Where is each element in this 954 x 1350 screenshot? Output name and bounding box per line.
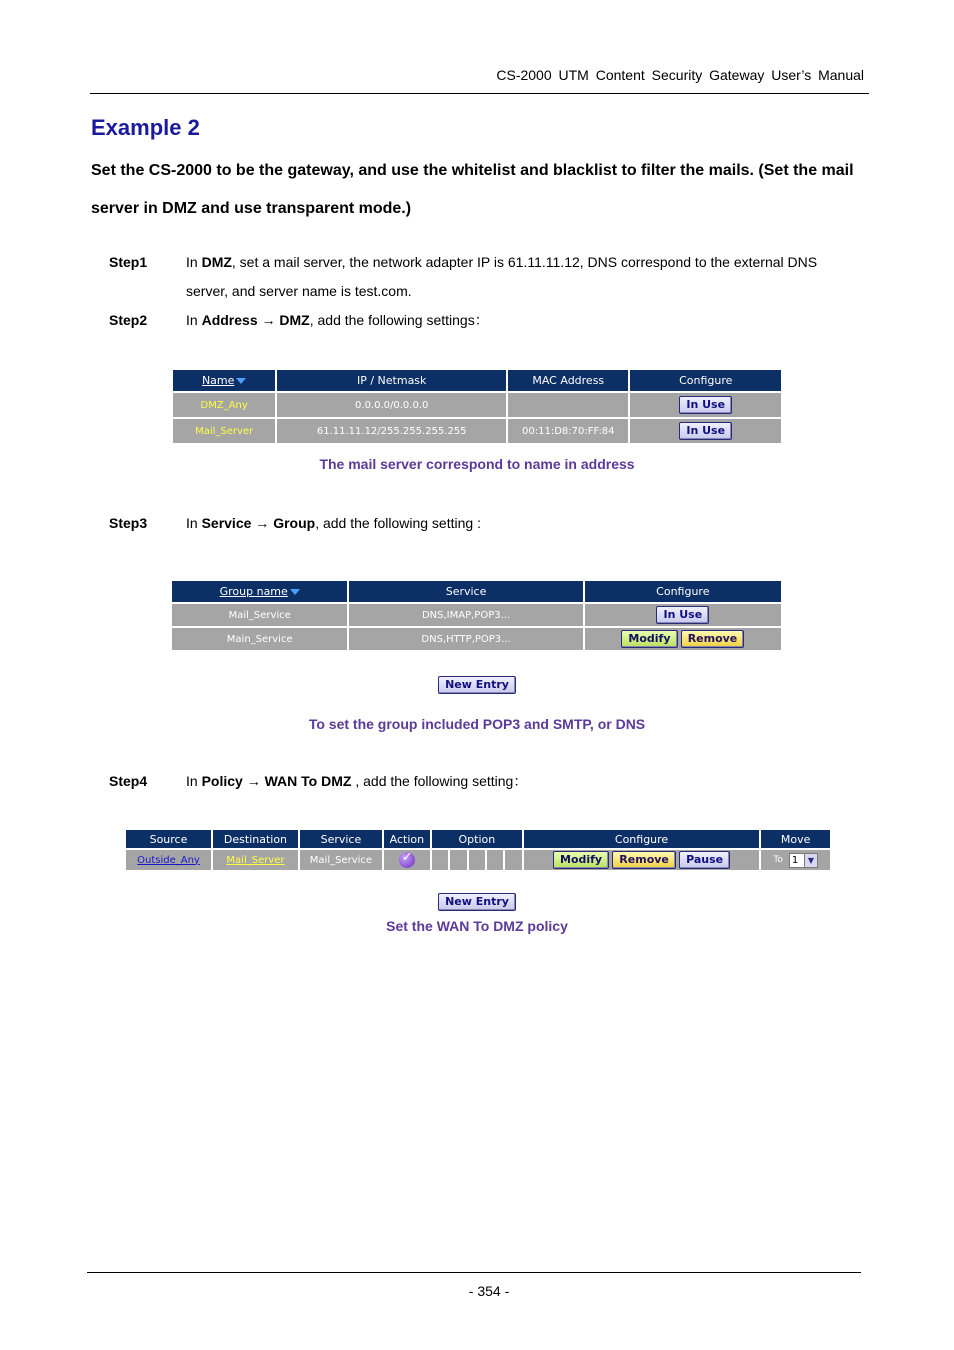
step3-bold2: Group	[273, 515, 316, 531]
step4-pre: In	[186, 773, 202, 789]
table-row	[172, 628, 781, 650]
table-row	[126, 850, 830, 870]
address-name-cell: DMZ_Any	[173, 393, 275, 417]
new-entry-button[interactable]: New Entry	[438, 893, 516, 911]
running-header: CS-2000 UTM Content Security Gateway User’s Manual	[496, 67, 864, 83]
step2-pre: In	[186, 312, 202, 328]
address-caption: The mail server correspond to name in address	[319, 456, 635, 472]
step2-rest: , add the following settings：	[309, 312, 489, 328]
page-number: - 354 -	[468, 1283, 510, 1299]
section-intro: Set the CS-2000 to be the gateway, and use the whitelist and blacklist to filter the mails. (Set the mail server in DMZ and use transparent mode.)	[91, 162, 854, 217]
group-configure-cell	[585, 604, 781, 626]
group-name-sort-link[interactable]: Group name	[219, 585, 288, 598]
address-ip-cell: 0.0.0.0/0.0.0.0	[277, 393, 506, 417]
step2-label: Step2	[109, 312, 148, 328]
pause-button[interactable]: Pause	[679, 851, 730, 869]
step1-rest: , set a mail server, the network adapter IP is 61.11.11.12, DNS correspond to the external DNS server, and server name is test.com.	[186, 254, 818, 299]
address-col-configure: Configure	[630, 370, 781, 391]
step3-arrow: →	[251, 515, 274, 531]
step2-text	[186, 306, 826, 335]
step3-label: Step3	[109, 515, 148, 531]
move-to-label: To	[773, 855, 783, 865]
in-use-button[interactable]: In Use	[679, 422, 732, 440]
table-row	[173, 393, 781, 417]
step4-bold1: Policy	[201, 773, 243, 789]
address-col-ip: IP / Netmask	[277, 370, 506, 391]
policy-col-service: Service	[300, 830, 382, 848]
address-configure-cell	[630, 419, 781, 443]
check-circle-icon	[399, 852, 415, 868]
policy-new-entry-row	[0, 892, 954, 911]
step2-bold1: Address	[201, 312, 258, 328]
address-mac-cell: 00:11:D8:70:FF:84	[508, 419, 628, 443]
step4-bold2: WAN To DMZ	[264, 773, 352, 789]
address-name-cell: Mail_Server	[173, 419, 275, 443]
policy-col-configure: Configure	[524, 830, 760, 848]
new-entry-button[interactable]: New Entry	[438, 676, 516, 694]
step4-label: Step4	[109, 773, 148, 789]
remove-button[interactable]: Remove	[612, 851, 676, 869]
section-title: Example 2	[91, 115, 200, 140]
address-col-mac: MAC Address	[508, 370, 628, 391]
in-use-button[interactable]: In Use	[679, 396, 732, 414]
group-name-cell: Mail_Service	[172, 604, 347, 626]
policy-option-cell	[469, 850, 485, 870]
footer-rule	[87, 1272, 861, 1273]
remove-button[interactable]: Remove	[681, 630, 745, 648]
policy-col-destination: Destination	[213, 830, 298, 848]
address-col-name[interactable]	[173, 370, 275, 391]
address-ip-cell: 61.11.11.12/255.255.255.255	[277, 419, 506, 443]
policy-destination-cell: Mail_Server	[213, 850, 298, 870]
step4-arrow: →	[242, 773, 265, 789]
group-col-configure: Configure	[585, 581, 781, 602]
address-name-sort-link[interactable]: Name	[201, 374, 235, 387]
policy-col-action: Action	[384, 830, 430, 848]
policy-col-source: Source	[126, 830, 211, 848]
policy-option-cell	[432, 850, 448, 870]
table-row	[172, 604, 781, 626]
group-caption: To set the group included POP3 and SMTP, or DNS	[308, 716, 646, 732]
step2-arrow: →	[257, 312, 280, 328]
policy-option-cell	[450, 850, 466, 870]
policy-option-cell	[505, 850, 521, 870]
move-value: 1	[791, 854, 799, 866]
policy-col-option: Option	[432, 830, 522, 848]
chevron-down-icon[interactable]: ▼	[804, 854, 817, 867]
table-row	[173, 419, 781, 443]
group-col-name[interactable]	[172, 581, 347, 602]
sort-down-icon[interactable]	[236, 378, 246, 384]
address-configure-cell	[630, 393, 781, 417]
policy-action-cell	[384, 850, 430, 870]
header-rule	[90, 93, 869, 94]
group-col-service: Service	[349, 581, 582, 602]
group-table	[170, 579, 783, 652]
group-configure-cell	[585, 628, 781, 650]
sort-down-icon[interactable]	[290, 589, 300, 595]
address-mac-cell	[508, 393, 628, 417]
step2-bold2: DMZ	[279, 312, 310, 328]
step4-rest: , add the following setting：	[351, 773, 528, 789]
group-name-cell: Main_Service	[172, 628, 347, 650]
group-new-entry-row	[0, 675, 954, 694]
step4-text	[186, 767, 826, 796]
in-use-button[interactable]: In Use	[656, 606, 709, 624]
step1-bold: DMZ	[201, 254, 232, 270]
group-service-cell: DNS,HTTP,POP3...	[349, 628, 582, 650]
address-table	[171, 368, 783, 445]
group-service-cell: DNS,IMAP,POP3...	[349, 604, 582, 626]
step3-bold1: Service	[201, 515, 252, 531]
step3-rest: , add the following setting :	[315, 515, 481, 531]
modify-button[interactable]: Modify	[621, 630, 677, 648]
policy-table	[124, 828, 832, 872]
policy-service-cell: Mail_Service	[300, 850, 382, 870]
modify-button[interactable]: Modify	[553, 851, 609, 869]
policy-move-cell	[761, 850, 830, 870]
step1-pre: In	[186, 254, 202, 270]
move-select[interactable]	[773, 853, 817, 868]
policy-caption: Set the WAN To DMZ policy	[386, 918, 568, 934]
step1-label: Step1	[109, 254, 148, 270]
policy-col-move: Move	[761, 830, 830, 848]
step3-pre: In	[186, 515, 202, 531]
step1-text	[186, 248, 826, 306]
policy-source-cell	[126, 850, 211, 870]
source-link[interactable]: Outside_Any	[137, 854, 200, 866]
policy-option-cell	[487, 850, 503, 870]
move-dropdown[interactable]	[789, 853, 818, 868]
step3-text	[186, 509, 826, 538]
policy-configure-cell	[524, 850, 760, 870]
